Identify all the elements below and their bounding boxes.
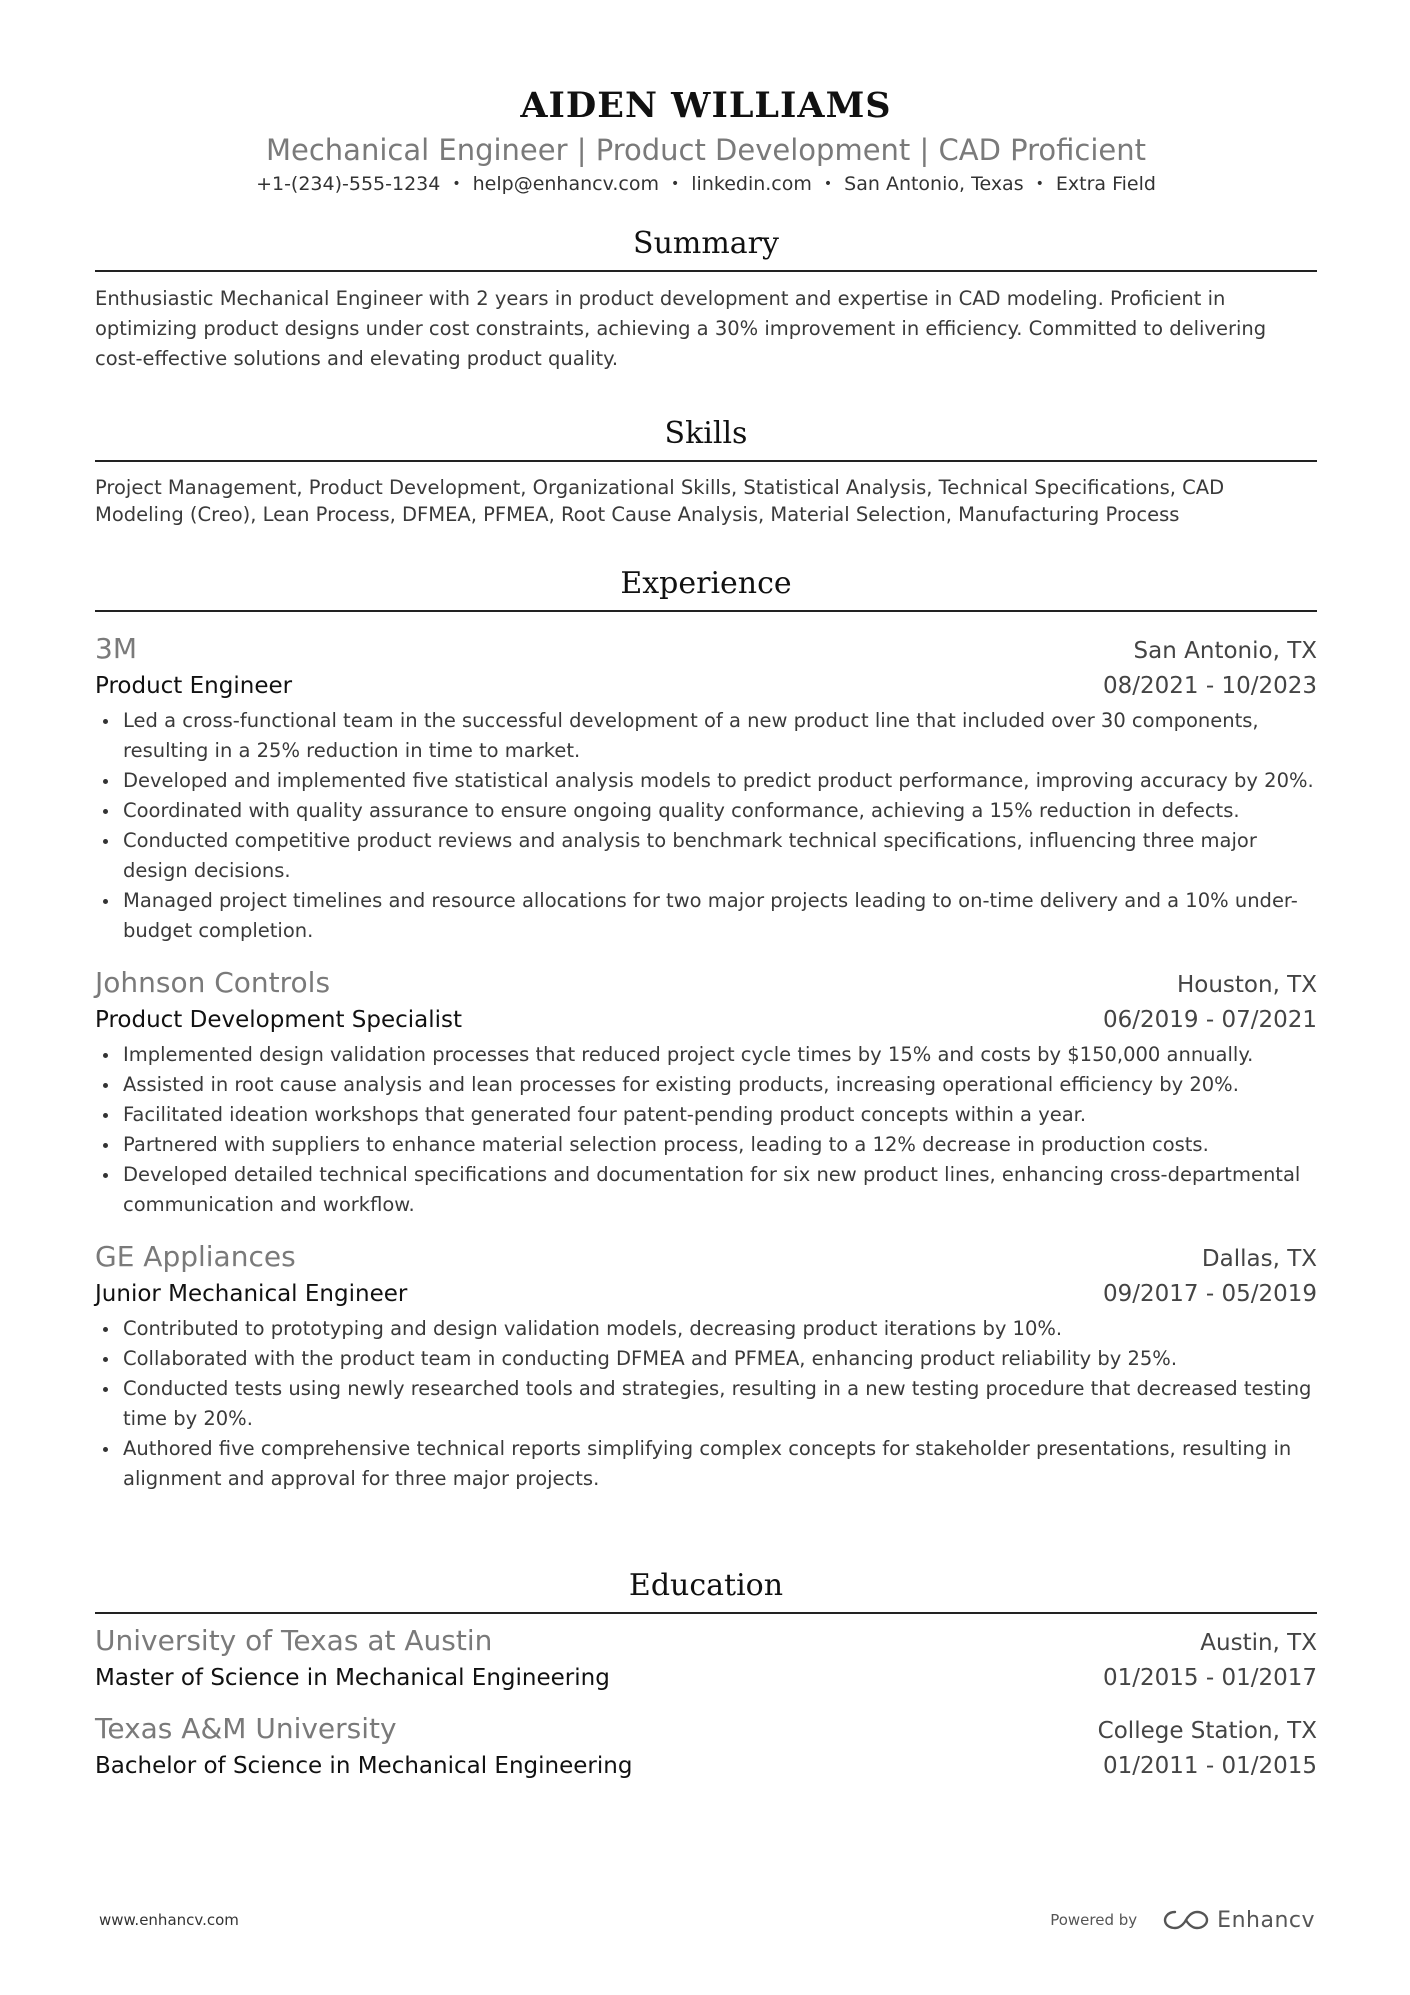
job-title: Junior Mechanical Engineer [95,1281,408,1307]
candidate-headline: Mechanical Engineer | Product Development | CAD Proficient [265,133,1146,167]
experience-entry-3m [95,630,1317,946]
education-dates: 01/2015 - 01/2017 [1102,1665,1317,1691]
contact-linkedin: linkedin.com [691,173,812,195]
school-name: Texas A&M University [95,1712,397,1745]
contact-separator: • [671,176,680,192]
contact-separator: • [1035,176,1044,192]
enhancv-logo[interactable] [1163,1908,1315,1933]
bullet-item: Conducted tests using newly researched tools and strategies, resulting in a new testing procedure that decreased testing time by 20%. [95,1374,1317,1434]
bullet-item: Coordinated with quality assurance to ensure ongoing quality conformance, achieving a 15% reduction in defects. [95,796,1317,826]
job-dates: 06/2019 - 07/2021 [1102,1007,1317,1033]
footer-branding [1050,1903,1315,1937]
experience-section [95,564,1317,1494]
job-title: Product Development Specialist [95,1007,463,1033]
job-location: San Antonio, TX [1133,638,1317,664]
bullet-item: Managed project timelines and resource allocations for two major projects leading to on-time delivery and a 10% under-budget completion. [95,886,1317,946]
school-location: Austin, TX [1200,1630,1317,1656]
bullet-item: Partnered with suppliers to enhance material selection process, leading to a 12% decrease in production costs. [95,1130,1317,1160]
contact-email: help@enhancv.com [472,173,659,195]
experience-entry-johnson-controls [95,964,1317,1220]
job-dates: 09/2017 - 05/2019 [1102,1281,1317,1307]
bullet-item: Assisted in root cause analysis and lean processes for existing products, increasing operational efficiency by 20%. [95,1070,1317,1100]
school-name: University of Texas at Austin [95,1624,493,1657]
powered-by-label: Powered by [1050,1911,1138,1929]
job-bullets [95,1314,1317,1494]
education-entry [95,1710,1317,1782]
resume-header [95,84,1317,198]
bullet-item: Collaborated with the product team in conducting DFMEA and PFMEA, enhancing product reliability by 25%. [95,1344,1317,1374]
bullet-item: Conducted competitive product reviews and analysis to benchmark technical specifications, influencing three major design decisions. [95,826,1317,886]
enhancv-logo-icon [1163,1908,1209,1932]
experience-entry-ge-appliances [95,1238,1317,1494]
degree-name: Master of Science in Mechanical Engineering [95,1665,610,1691]
skills-text: Project Management, Product Development, Organizational Skills, Statistical Analysis, Technical Specifications, CAD Modeling (Creo), Lean Process, DFMEA, PFMEA, Root Cause Analysis, Material Selection, Manufacturing Process [95,476,1225,526]
summary-heading: Summary [95,224,1317,272]
degree-name: Bachelor of Science in Mechanical Engineering [95,1753,633,1779]
education-heading: Education [95,1566,1317,1614]
education-section [95,1566,1317,1782]
bullet-item: Contributed to prototyping and design validation models, decreasing product iterations by 10%. [95,1314,1317,1344]
contact-phone: +1-(234)-555-1234 [256,173,441,195]
skills-heading: Skills [95,414,1317,462]
contact-separator: • [452,176,461,192]
job-dates: 08/2021 - 10/2023 [1102,673,1317,699]
summary-section [95,224,1317,374]
skills-section [95,414,1317,528]
contact-line [95,170,1317,198]
summary-text: Enthusiastic Mechanical Engineer with 2 years in product development and expertise in CAD modeling. Proficient in optimizing product designs under cost constraints, achieving a 30% improvement in efficiency. Committed to delivering cost-effective solutions and elevating product quality. [95,287,1267,370]
footer-website-link[interactable]: www.enhancv.com [99,1911,239,1929]
bullet-item: Developed detailed technical specifications and documentation for six new product lines, enhancing cross-departmental communication and workflow. [95,1160,1317,1220]
contact-location: San Antonio, Texas [844,173,1024,195]
bullet-item: Developed and implemented five statistical analysis models to predict product performance, improving accuracy by 20%. [95,766,1317,796]
contact-extra-field: Extra Field [1055,173,1156,195]
contact-separator: • [823,176,833,192]
company-name: GE Appliances [95,1240,296,1273]
job-bullets [95,706,1317,946]
enhancv-brand-name: Enhancv [1217,1907,1315,1933]
job-location: Houston, TX [1176,972,1317,998]
candidate-name: AIDEN WILLIAMS [520,85,892,126]
job-title: Product Engineer [95,673,293,699]
bullet-item: Led a cross-functional team in the successful development of a new product line that included over 30 components, resulting in a 25% reduction in time to market. [95,706,1317,766]
company-name: 3M [95,632,137,665]
page-footer [99,1903,1315,1937]
education-entry [95,1622,1317,1694]
bullet-item: Authored five comprehensive technical reports simplifying complex concepts for stakeholder presentations, resulting in alignment and approval for three major projects. [95,1434,1317,1494]
bullet-item: Implemented design validation processes that reduced project cycle times by 15% and costs by $150,000 annually. [95,1040,1317,1070]
bullet-item: Facilitated ideation workshops that generated four patent-pending product concepts within a year. [95,1100,1317,1130]
company-name: Johnson Controls [95,966,331,999]
job-bullets [95,1040,1317,1220]
education-dates: 01/2011 - 01/2015 [1102,1753,1317,1779]
school-location: College Station, TX [1097,1718,1317,1744]
job-location: Dallas, TX [1201,1246,1317,1272]
experience-heading: Experience [95,564,1317,612]
